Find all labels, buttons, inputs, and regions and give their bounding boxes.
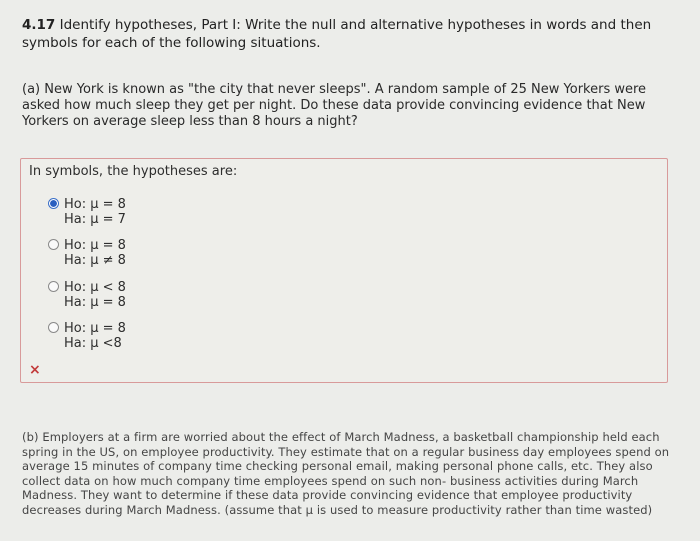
option-1-alt: Ha: μ = 7 [64, 212, 126, 227]
option-2-null: Ho: μ = 8 [64, 238, 126, 253]
option-3-alt: Ha: μ = 8 [64, 295, 126, 310]
option-4-null: Ho: μ = 8 [64, 321, 126, 336]
radio-icon[interactable] [48, 281, 59, 292]
radio-icon[interactable] [48, 239, 59, 250]
question-text: Identify hypotheses, Part I: Write the null and alternative hypotheses in words and then symbols for each of the following situations. [22, 17, 652, 51]
radio-icon[interactable] [48, 322, 59, 333]
hypotheses-prompt: In symbols, the hypotheses are: [29, 164, 238, 179]
part-a-text: (a) New York is known as "the city that never sleeps". A random sample of 25 New Yorkers were asked how much sleep they get per night. Do these data provide convincing evidence that New Yorkers on average sleep less than 8 hours a night? [22, 82, 647, 129]
option-2[interactable] [49, 238, 126, 268]
radio-selected-icon[interactable] [48, 198, 59, 209]
option-4[interactable] [49, 321, 126, 351]
option-2-alt: Ha: μ ≠ 8 [64, 253, 126, 268]
option-1-null: Ho: μ = 8 [64, 197, 126, 212]
answer-box-part-a [20, 158, 668, 383]
incorrect-x-icon: × [29, 362, 41, 378]
option-1[interactable] [49, 197, 126, 227]
question-title [22, 16, 672, 52]
option-3-null: Ho: μ < 8 [64, 280, 126, 295]
option-3[interactable] [49, 280, 126, 310]
question-number: 4.17 [22, 17, 56, 33]
option-4-alt: Ha: μ <8 [64, 336, 122, 351]
part-b-text: (b) Employers at a firm are worried about the effect of March Madness, a basketball championship held each spring in the US, on employee productivity. They estimate that on a regular business day employees spend on average 15 minutes of company time checking personal email, making personal phone calls, etc. They also collect data on how much company time employees spend on such non- business activities during March Madness. They want to determine if these data provide convincing evidence that employee productivity decreases during March Madness. (assume that μ is used to measure productivity rather than time wasted) [22, 430, 670, 517]
